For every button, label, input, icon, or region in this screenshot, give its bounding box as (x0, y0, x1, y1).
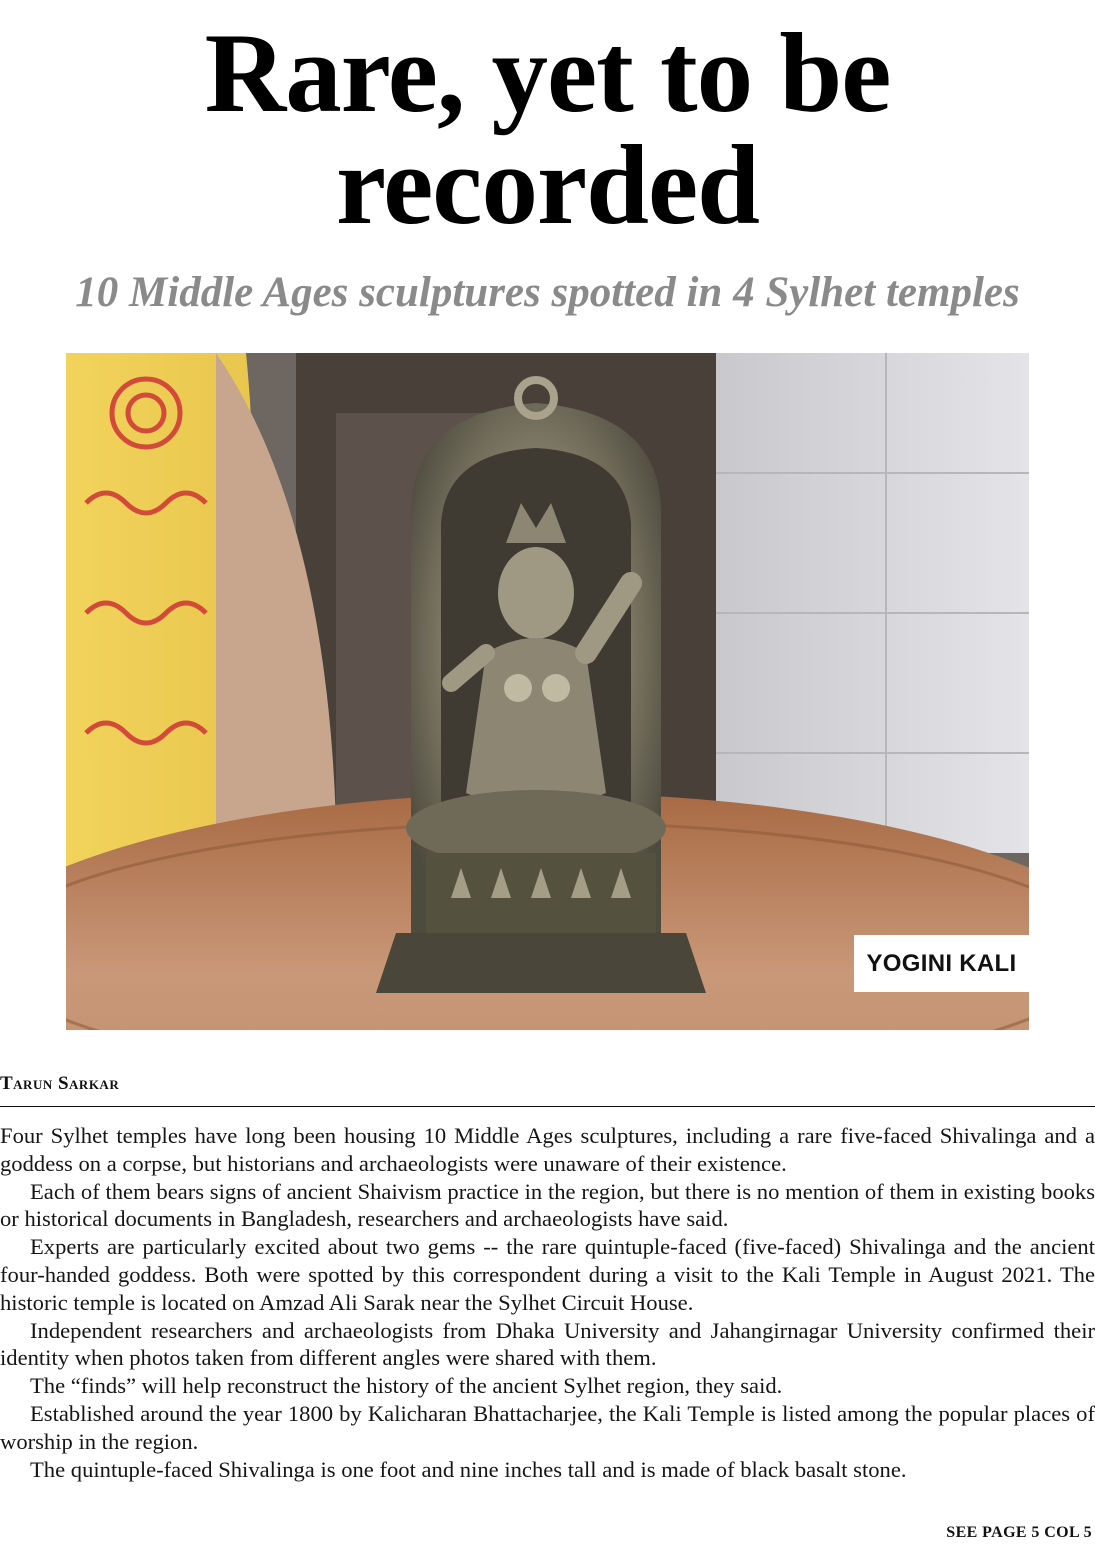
photo-caption: YOGINI KALI (854, 935, 1029, 992)
paragraph: Experts are particularly excited about two gems -- the rare quintuple-faced (five-faced) Shivalinga and the ancient four-handed goddess. Both were spotted by this correspondent during a visit to the Kali Temple in August 2021. The historic temple is located on Amzad Ali Sarak near the Sylhet Circuit House. (0, 1234, 1095, 1315)
paragraph: Each of them bears signs of ancient Shaivism practice in the region, but there is no mention of them in existing books or historical documents in Bangladesh, researchers and archaeologists have said. (0, 1178, 1095, 1232)
yogini-kali-sculpture-image (66, 353, 1029, 1030)
paragraph: Established around the year 1800 by Kalicharan Bhattacharjee, the Kali Temple is listed among the popular places of worship in the region. (0, 1400, 1095, 1454)
subheadline: 10 Middle Ages sculptures spotted in 4 Sylhet temples (75, 269, 1020, 316)
paragraph: Independent researchers and archaeologists from Dhaka University and Jahangirnagar University confirmed their identity when photos taken from different angles were shared with them. (0, 1317, 1095, 1371)
paragraph: The quintuple-faced Shivalinga is one foot and nine inches tall and is made of black basalt stone. (30, 1456, 907, 1482)
headline (0, 11, 1095, 248)
byline-divider (0, 1106, 1095, 1107)
headline-line-1: Rare, yet to be (204, 11, 891, 136)
continuation-note: SEE PAGE 5 COL 5 (946, 1524, 1092, 1541)
byline: Tarun Sarkar (0, 1073, 120, 1094)
headline-line-2: recorded (336, 123, 759, 248)
paragraph: Four Sylhet temples have long been housing 10 Middle Ages sculptures, including a rare five-faced Shivalinga and a goddess on a corpse, but historians and archaeologists were unaware of their existence. (0, 1123, 1095, 1176)
paragraph: The “finds” will help reconstruct the history of the ancient Sylhet region, they said. (30, 1373, 783, 1399)
sculpture-photo (66, 353, 1029, 1030)
article-body (0, 1122, 1095, 1483)
